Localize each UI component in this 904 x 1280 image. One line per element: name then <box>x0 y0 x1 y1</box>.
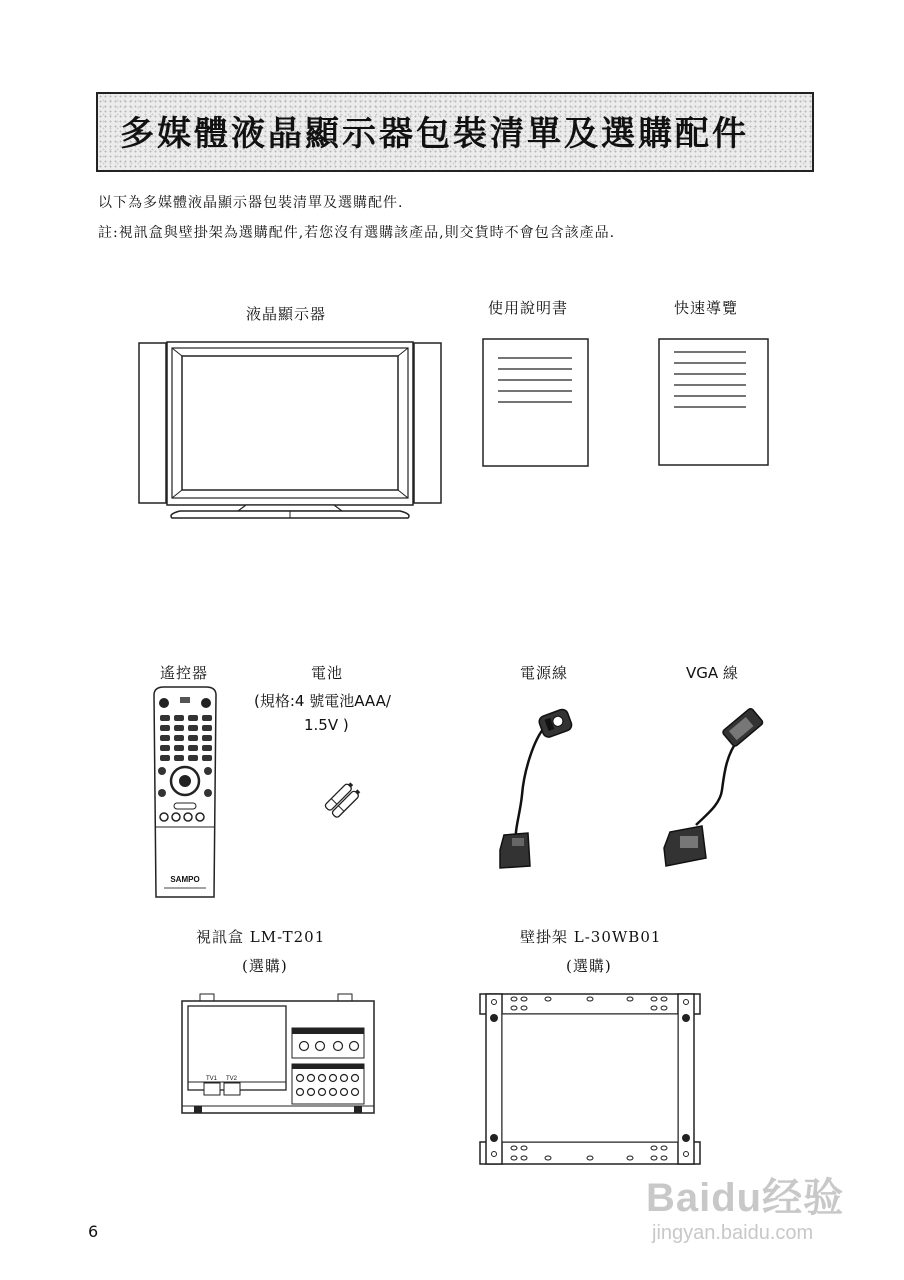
remote-brand-logo: SAMPO <box>170 875 200 884</box>
right-speaker <box>414 343 441 503</box>
page-number: 6 <box>88 1222 99 1241</box>
label-lcd: 液晶顯示器 <box>246 305 327 323</box>
lcd-monitor-illustration <box>136 340 446 522</box>
page-title: 多媒體液晶顯示器包裝清單及選購配件 <box>120 114 749 154</box>
power-cord-illustration <box>494 700 584 872</box>
label-quick-guide: 快速導覽 <box>674 299 739 317</box>
label-battery-spec-2: 1.5V ) <box>304 716 349 734</box>
note-text: 註:視訊盒與壁掛架為選購配件,若您沒有選購該產品,則交貨時不會包含該產品. <box>98 225 616 241</box>
monitor-screen <box>182 356 398 490</box>
manual-illustration <box>482 338 590 468</box>
remote-control-illustration <box>150 685 220 901</box>
label-power-cord: 電源線 <box>520 664 569 682</box>
label-wall-mount-optional: (選購) <box>566 957 612 975</box>
tv2-label: TV2 <box>226 1076 238 1082</box>
tv1-label: TV1 <box>206 1076 218 1082</box>
watermark-logo: Baidu经验 <box>646 1176 845 1220</box>
video-box-illustration <box>180 992 376 1118</box>
left-speaker <box>139 343 166 503</box>
label-manual: 使用說明書 <box>488 299 569 317</box>
label-remote: 遙控器 <box>160 664 209 682</box>
label-video-box-optional: (選購) <box>242 957 288 975</box>
label-battery: 電池 <box>311 664 344 682</box>
label-battery-spec-1: (規格:4 號電池AAA/ <box>254 692 391 710</box>
label-vga-cable: VGA 線 <box>686 664 738 682</box>
label-wall-mount: 壁掛架 L-30WB01 <box>520 928 662 946</box>
quick-guide-illustration <box>658 338 770 468</box>
battery-illustration <box>322 778 366 822</box>
intro-text: 以下為多媒體液晶顯示器包裝清單及選購配件. <box>98 195 404 211</box>
watermark-url: jingyan.baidu.com <box>652 1222 814 1244</box>
title-banner <box>96 92 814 172</box>
wall-mount-illustration <box>478 990 702 1170</box>
label-video-box: 視訊盒 LM-T201 <box>196 928 326 946</box>
vga-cable-illustration <box>656 700 768 872</box>
